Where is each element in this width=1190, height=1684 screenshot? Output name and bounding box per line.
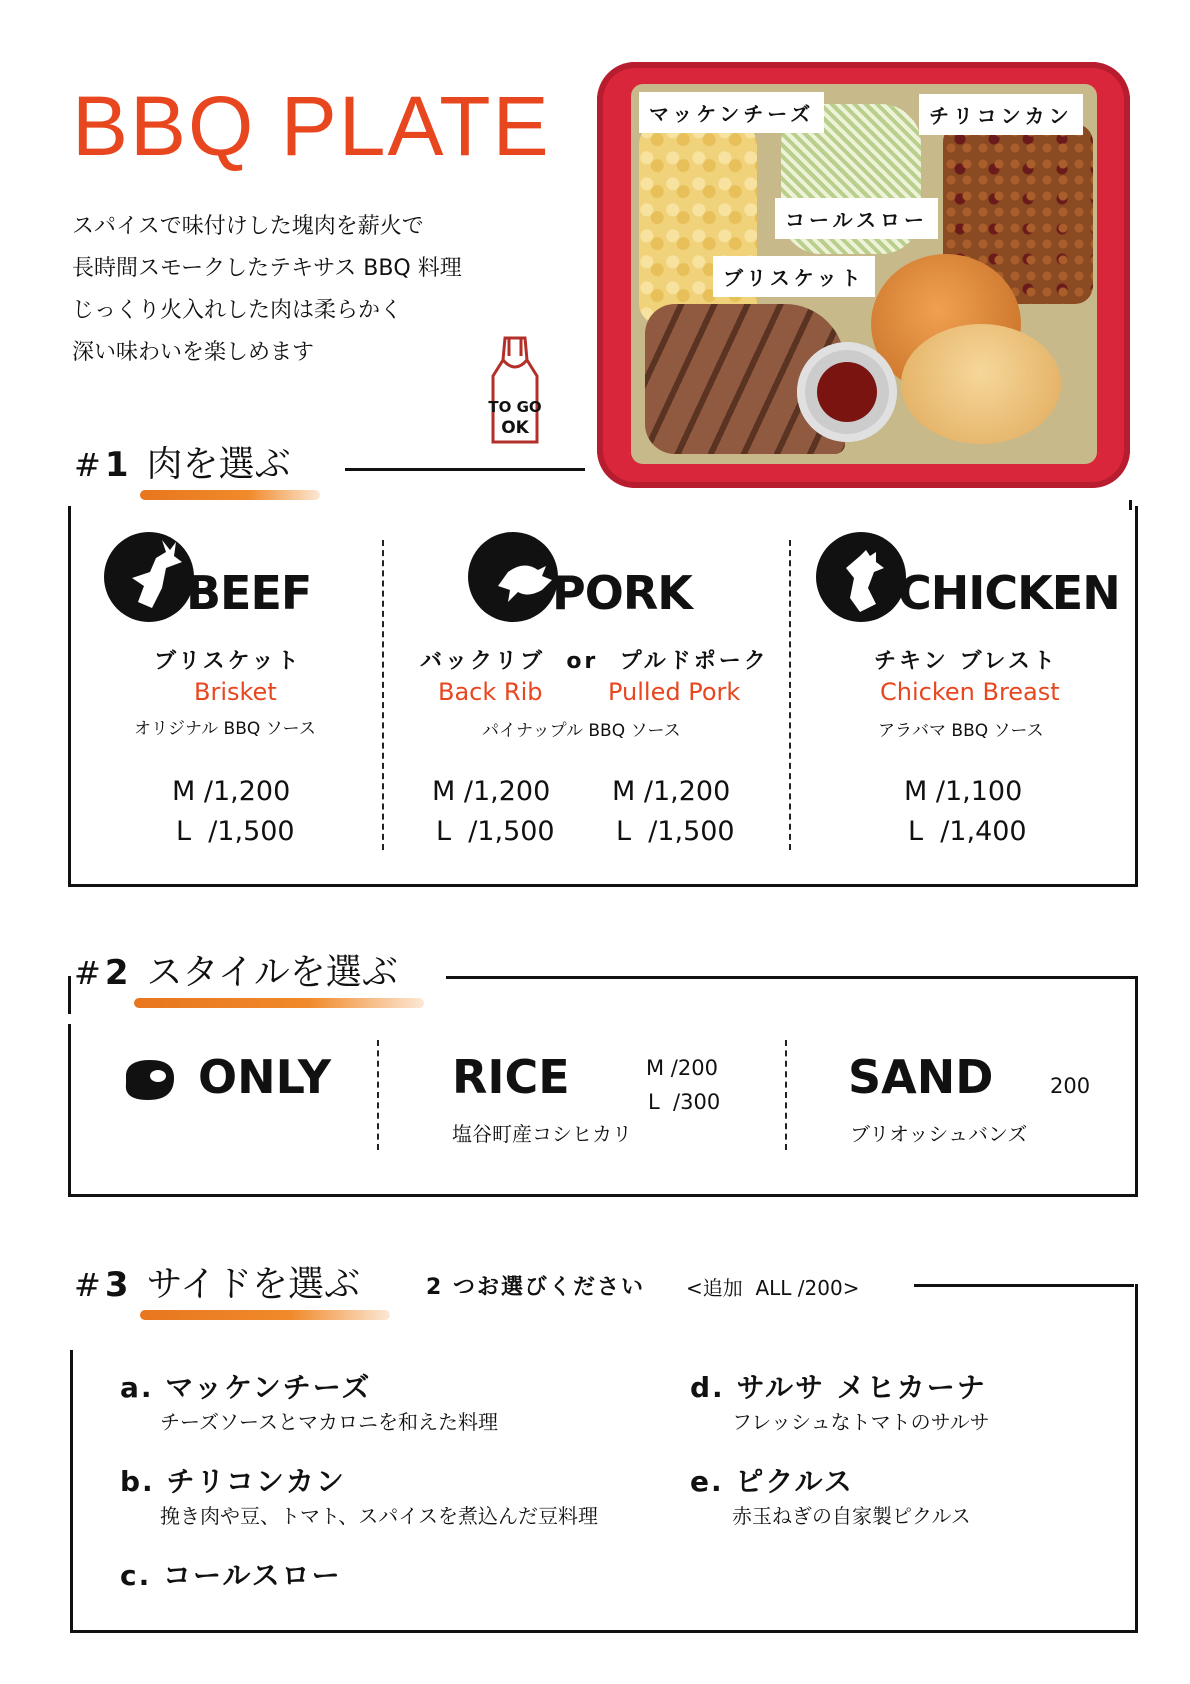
ok-line: OK bbox=[501, 418, 529, 438]
side-key: a. bbox=[120, 1371, 154, 1404]
chicken-en-name: Chicken Breast bbox=[880, 678, 1060, 706]
backrib-price-l: L /1,500 bbox=[436, 816, 555, 847]
section3-hash: # bbox=[74, 1266, 101, 1304]
bbq-plate-photo bbox=[597, 62, 1130, 488]
section1-brush-underline bbox=[140, 490, 320, 500]
photo-tag-mac: マッケンチーズ bbox=[639, 92, 824, 133]
side-name: ピクルス bbox=[735, 1465, 854, 1498]
pork-jp-name: バックリブ or プルドポーク bbox=[420, 649, 769, 674]
side-key: d. bbox=[690, 1371, 725, 1404]
photo-tag-coleslaw: コールスロー bbox=[775, 198, 938, 239]
beef-price-l: L /1,500 bbox=[176, 816, 295, 847]
side-name: サルサ メヒカーナ bbox=[736, 1371, 987, 1404]
section1-heading bbox=[74, 436, 291, 487]
side-key: b. bbox=[120, 1465, 155, 1498]
photo-tag-brisket: ブリスケット bbox=[713, 256, 875, 297]
side-name: マッケンチーズ bbox=[165, 1371, 372, 1404]
side-item-c bbox=[120, 1554, 342, 1594]
pork-sauce: パイナップル BBQ ソース bbox=[482, 721, 681, 741]
side-key: c. bbox=[120, 1559, 152, 1592]
section1-title: 肉を選ぶ bbox=[146, 444, 291, 485]
section2-rule-left bbox=[68, 1014, 71, 1024]
section3-number: 3 bbox=[104, 1265, 129, 1305]
sand-price: 200 bbox=[1050, 1074, 1091, 1098]
backrib-price-m: M /1,200 bbox=[432, 776, 551, 807]
rice-price-m: M /200 bbox=[646, 1056, 718, 1080]
tray-inner bbox=[631, 84, 1097, 464]
section1-divider bbox=[382, 540, 384, 850]
beef-en-name: Brisket bbox=[194, 678, 277, 706]
section2-divider bbox=[377, 1040, 379, 1150]
section3-extra: <追加 ALL /200> bbox=[686, 1276, 860, 1300]
section1-box-right-top bbox=[1129, 500, 1132, 510]
side-desc-a: チーズソースとマカロニを和えた料理 bbox=[160, 1410, 498, 1434]
chicken-jp-name: チキン ブレスト bbox=[874, 649, 1058, 674]
intro-line: 長時間スモークしたテキサス BBQ 料理 bbox=[72, 256, 462, 281]
pulledpork-price-m: M /1,200 bbox=[612, 776, 731, 807]
rice-desc: 塩谷町産コシヒカリ bbox=[452, 1122, 632, 1146]
side-name: コールスロー bbox=[162, 1559, 342, 1592]
section1-hash: # bbox=[74, 446, 101, 484]
beef-sauce: オリジナル BBQ ソース bbox=[134, 719, 316, 739]
section3-note: 2 つお選びください bbox=[426, 1275, 645, 1300]
beef-label: BEEF bbox=[186, 566, 312, 620]
cow-head-icon bbox=[104, 532, 194, 622]
section1-divider bbox=[789, 540, 791, 850]
pulledpork-price-l: L /1,500 bbox=[616, 816, 735, 847]
pig-head-icon bbox=[468, 532, 558, 622]
beef-jp-name: ブリスケット bbox=[154, 649, 302, 674]
rooster-head-icon bbox=[816, 532, 906, 622]
side-key: e. bbox=[690, 1465, 724, 1498]
side-item-d bbox=[690, 1366, 987, 1406]
photo-tag-chili: チリコンカン bbox=[919, 94, 1083, 135]
section3-box-mask bbox=[70, 1284, 73, 1350]
rice-price-l: L /300 bbox=[648, 1090, 721, 1114]
style-only-label: ONLY bbox=[198, 1050, 332, 1104]
pork-en-name-backrib: Back Rib bbox=[438, 678, 543, 706]
section1-rule bbox=[345, 468, 585, 471]
style-rice-label: RICE bbox=[452, 1050, 570, 1104]
chicken-price-l: L /1,400 bbox=[908, 816, 1027, 847]
style-sand-label: SAND bbox=[848, 1050, 994, 1104]
section2-number: 2 bbox=[104, 953, 129, 993]
side-name: チリコンカン bbox=[166, 1465, 346, 1498]
chicken-sauce: アラバマ BBQ ソース bbox=[878, 721, 1044, 741]
chicken-label: CHICKEN bbox=[898, 566, 1120, 620]
intro-line: スパイスで味付けした塊肉を薪火で bbox=[72, 214, 424, 239]
side-desc-e: 赤玉ねぎの自家製ピクルス bbox=[732, 1504, 971, 1528]
section2-title: スタイルを選ぶ bbox=[146, 952, 398, 993]
bun-bottom-image bbox=[901, 324, 1061, 444]
intro-line: 深い味わいを楽しめます bbox=[72, 340, 315, 365]
beef-price-m: M /1,200 bbox=[172, 776, 291, 807]
sand-desc: ブリオッシュバンズ bbox=[850, 1122, 1028, 1146]
side-desc-b: 挽き肉や豆、トマト、スパイスを煮込んだ豆料理 bbox=[160, 1504, 598, 1528]
side-item-a bbox=[120, 1366, 371, 1406]
section2-rule bbox=[446, 976, 1135, 979]
section2-divider bbox=[785, 1040, 787, 1150]
to-go-line: TO GO bbox=[488, 398, 542, 416]
side-desc-d: フレッシュなトマトのサルサ bbox=[732, 1410, 990, 1434]
pork-en-name-pulled: Pulled Pork bbox=[608, 678, 741, 706]
intro-line: じっくり火入れした肉は柔らかく bbox=[72, 298, 403, 323]
section1-number: 1 bbox=[104, 445, 129, 485]
side-item-b bbox=[120, 1460, 346, 1500]
pork-label: PORK bbox=[552, 566, 692, 620]
side-item-e bbox=[690, 1460, 854, 1500]
chicken-price-m: M /1,100 bbox=[904, 776, 1023, 807]
page-title: BBQ PLATE bbox=[72, 79, 551, 173]
intro-text bbox=[72, 206, 462, 374]
bbq-sauce-cup-image bbox=[797, 342, 897, 442]
steak-icon bbox=[118, 1056, 178, 1110]
section2-hash: # bbox=[74, 954, 101, 992]
to-go-ok-badge bbox=[475, 330, 555, 448]
section3-title: サイドを選ぶ bbox=[146, 1264, 360, 1305]
